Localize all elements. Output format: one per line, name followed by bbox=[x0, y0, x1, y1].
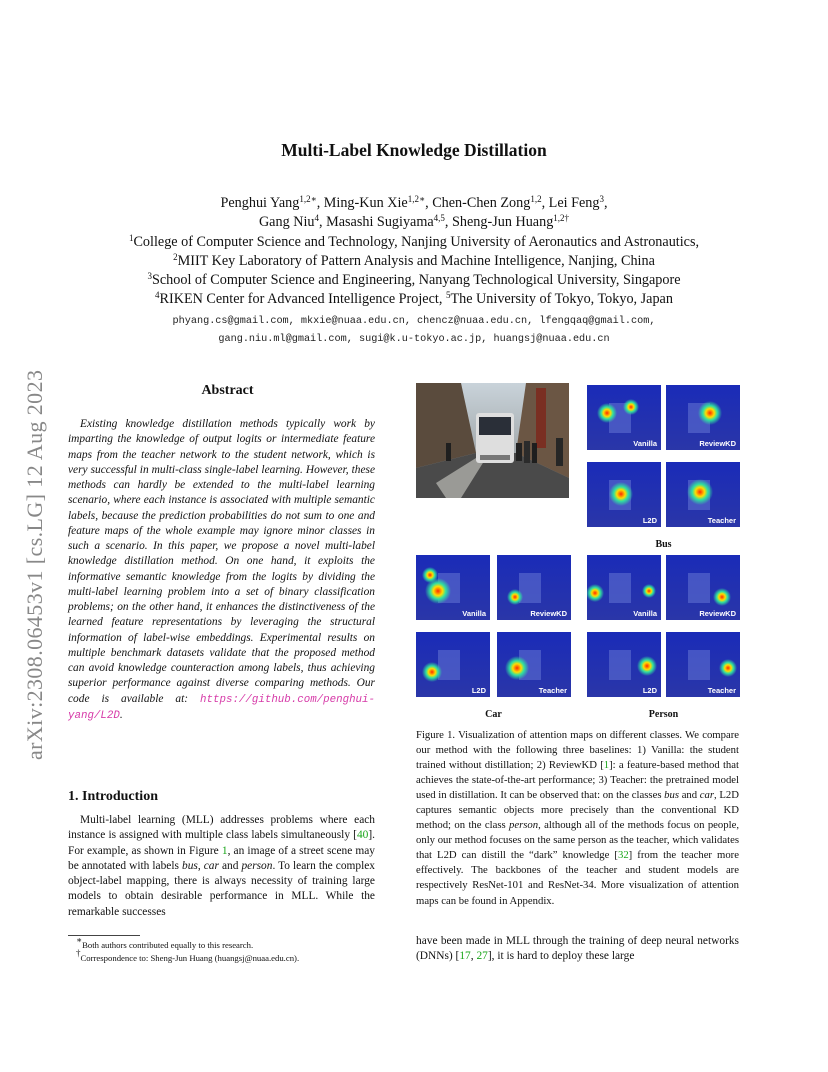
citation-link[interactable]: 27 bbox=[476, 950, 488, 963]
section-heading: 1. Introduction bbox=[68, 789, 158, 804]
citation-link[interactable]: 32 bbox=[617, 849, 629, 862]
author-name: Gang Niu bbox=[258, 214, 315, 230]
author-name: , Sheng-Jun Huang bbox=[444, 214, 554, 230]
affiliation-text: The University of Tokyo, Tokyo, Japan bbox=[450, 291, 673, 307]
affiliation bbox=[0, 252, 828, 271]
heatmap-tile bbox=[497, 555, 571, 620]
abstract-end: . bbox=[119, 708, 123, 721]
tile-label: Teacher bbox=[707, 686, 736, 695]
affiliation-sup: 2 bbox=[173, 252, 178, 262]
authors-line-2 bbox=[0, 213, 828, 232]
tile-label: ReviewKD bbox=[699, 439, 736, 448]
footnote-mark: † bbox=[76, 948, 81, 958]
paper-title: Multi-Label Knowledge Distillation bbox=[281, 140, 547, 160]
text: and bbox=[679, 789, 700, 802]
text: , bbox=[470, 950, 477, 963]
footnote-text: Both authors contributed equally to this research. bbox=[82, 940, 254, 950]
abstract-text: Existing knowledge distillation methods typically work by imparting the knowledge of output logits or intermediate feature maps from the teacher network to the student network, which is very successful in multi-class single-label learning. However, these methods can hardly be extended to the multi-label learning scenario, where each instance is associated with multiple semantic labels, because the prediction probabilities do not sum to one and feature maps of the whole example may ignore minor classes in such a scenario. In this paper, we propose a novel multi-label knowledge distillation method. On one hand, it exploits the informative semantic knowledge from the logits by dividing the multi-label learning problem into a set of binary classification problems; on the other hand, it enhances the distinctiveness of the learned feature representations by leveraging the structural information of label-wise embeddings. Experimental results on multiple benchmark datasets validate that the proposed method can avoid knowledge counteraction among labels, thus achieving superior performance against diverse comparing methods. Our code is available at: bbox=[68, 418, 375, 705]
author-sup: 3 bbox=[599, 194, 604, 204]
footnote bbox=[68, 935, 378, 951]
text: Multi-label learning (MLL) addresses problems where each instance is assigned with multiple class labels simultaneously [ bbox=[68, 814, 375, 842]
text: , an image of a street scene may be annotated with labels bbox=[68, 844, 376, 872]
figure-caption bbox=[416, 728, 739, 909]
heatmap-tile bbox=[587, 385, 661, 450]
text: person bbox=[509, 819, 539, 832]
tile-label: Vanilla bbox=[633, 439, 657, 448]
citation-link[interactable]: 1 bbox=[603, 759, 610, 772]
affiliation-text: MIIT Key Laboratory of Pattern Analysis and Machine Intelligence, Nanjing, China bbox=[177, 253, 655, 269]
body-paragraph bbox=[416, 934, 739, 965]
text: ]: a feature-based method that achieves the state-of-the-art performance; 3) Teacher: the pretrained model used in distillation. It can be observed that: on the classes bbox=[416, 759, 739, 802]
affiliation-sup: 5 bbox=[445, 290, 451, 300]
text: ], it is hard to deploy these large bbox=[487, 950, 635, 963]
tile-label: L2D bbox=[642, 686, 657, 695]
text: bus bbox=[182, 859, 198, 872]
text: Figure 1. Visualization of attention maps on different classes. We compare our method with the following three baselines: 1) Vanilla: the student trained without distillation; 2) ReviewKD [ bbox=[416, 729, 739, 772]
authors-line-1 bbox=[0, 194, 828, 213]
text: car bbox=[699, 789, 715, 802]
tile-label: L2D bbox=[642, 516, 657, 525]
affiliation-sup: 3 bbox=[147, 271, 152, 281]
author-sup: 4,5 bbox=[433, 213, 445, 223]
affiliation-sup: 1 bbox=[128, 233, 134, 243]
author-name: , Lei Feng bbox=[541, 195, 600, 211]
author-name: , bbox=[603, 195, 608, 211]
author-sup: 1,2∗ bbox=[299, 194, 317, 204]
text: and bbox=[218, 859, 242, 872]
tile-label: ReviewKD bbox=[530, 609, 567, 618]
author-name: , Ming-Kun Xie bbox=[316, 195, 408, 211]
tile-label: Teacher bbox=[707, 516, 736, 525]
figure-link[interactable]: 1 bbox=[221, 844, 228, 857]
heatmap-tile bbox=[497, 632, 571, 697]
author-sup: 1,2∗ bbox=[407, 194, 426, 204]
code-link[interactable]: https://github.com/penghui-yang/L2D bbox=[68, 693, 375, 722]
tile-label: Vanilla bbox=[633, 609, 657, 618]
abstract-body bbox=[68, 417, 375, 724]
affiliation bbox=[0, 290, 828, 309]
heatmap-tile bbox=[587, 632, 661, 697]
group-label-car: Car bbox=[485, 709, 502, 720]
tile-label: Teacher bbox=[538, 686, 567, 695]
text: . To learn the complex object-label mapping, there is always necessity of training large models to obtain desirable performance in MLL. While the remarkable successes bbox=[68, 859, 375, 918]
footnote-text: Correspondence to: Sheng-Jun Huang (huangsj@nuaa.edu.cn). bbox=[80, 953, 300, 963]
text: person bbox=[241, 859, 273, 872]
citation-link[interactable]: 40 bbox=[356, 829, 369, 842]
text: , bbox=[197, 859, 204, 872]
tile-label: Vanilla bbox=[462, 609, 486, 618]
heatmap-tile bbox=[666, 385, 740, 450]
footnote-mark: ∗ bbox=[76, 935, 83, 945]
heatmap-tile bbox=[587, 462, 661, 527]
intro-paragraph bbox=[68, 813, 375, 920]
emails-line-1: phyang.cs@gmail.com, mkxie@nuaa.edu.cn, chencz@nuaa.edu.cn, lfengqaq@gmail.com, bbox=[172, 316, 656, 327]
group-label-bus: Bus bbox=[655, 539, 672, 550]
street-scene-photo bbox=[416, 383, 569, 498]
text: , although all of the methods focus on people, only our method focuses on the same person as the teacher, which validates that L2D can distill the “dark” knowledge [ bbox=[416, 819, 740, 862]
heatmap-tile bbox=[416, 632, 490, 697]
text: ]. For example, as shown in Figure bbox=[68, 829, 375, 857]
emails-line-2: gang.niu.ml@gmail.com, sugi@k.u-tokyo.ac.jp, huangsj@nuaa.edu.cn bbox=[218, 334, 610, 345]
abstract-heading: Abstract bbox=[201, 383, 254, 398]
heatmap-tile bbox=[666, 555, 740, 620]
author-name: Penghui Yang bbox=[220, 195, 300, 211]
author-sup: 4 bbox=[314, 213, 319, 223]
heatmap-tile bbox=[666, 632, 740, 697]
affiliation-text: College of Computer Science and Technology, Nanjing University of Aeronautics and Astronautics, bbox=[133, 234, 700, 250]
heatmap-tile bbox=[416, 555, 490, 620]
text: have been made in MLL through the training of deep neural networks (DNNs) [ bbox=[416, 935, 739, 963]
text: ] from the teacher more effectively. The backbones of the teacher and student models are respectively ResNet-101 and ResNet-34. More visualization of attention maps can be found in Appendix. bbox=[416, 849, 739, 907]
text: , L2D captures semantic objects more precisely than the conventional KD method; on the class bbox=[416, 789, 739, 832]
heatmap-tile bbox=[587, 555, 661, 620]
group-label-person: Person bbox=[648, 709, 679, 720]
author-name: , Chen-Chen Zong bbox=[425, 195, 531, 211]
tile-label: ReviewKD bbox=[699, 609, 736, 618]
tile-label: L2D bbox=[471, 686, 486, 695]
author-sup: 1,2 bbox=[530, 194, 542, 204]
arxiv-stamp: arXiv:2308.06453v1 [cs.LG] 12 Aug 2023 bbox=[22, 369, 47, 760]
text: car bbox=[203, 859, 219, 872]
author-sup: 1,2† bbox=[553, 213, 570, 223]
affiliation-text: School of Computer Science and Engineering, Nanyang Technological University, Singapore bbox=[151, 272, 681, 288]
affiliation-sup: 4 bbox=[155, 290, 160, 300]
affiliation-text: RIKEN Center for Advanced Intelligence Project, bbox=[159, 291, 446, 307]
citation-link[interactable]: 17 bbox=[459, 950, 471, 963]
author-name: , Masashi Sugiyama bbox=[319, 214, 434, 230]
footnote bbox=[68, 948, 378, 964]
affiliation bbox=[0, 271, 828, 290]
heatmap-tile bbox=[666, 462, 740, 527]
text: bus bbox=[664, 789, 680, 802]
affiliation bbox=[0, 233, 828, 252]
